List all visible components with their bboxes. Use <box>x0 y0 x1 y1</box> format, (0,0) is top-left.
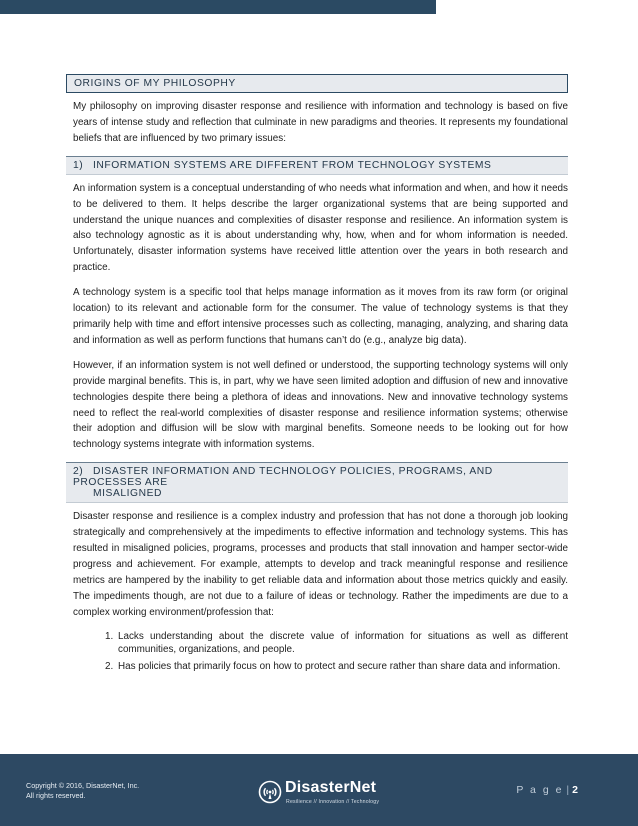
page-label: P a g e <box>516 784 564 796</box>
list-item: 2. Has policies that primarily focus on how to protect and secure rather than share data and information. <box>116 660 568 673</box>
top-accent-bar <box>0 0 436 14</box>
issue2-paragraph: Disaster response and resilience is a complex industry and profession that has not done a thorough job looking strategically and comprehensively at the impediments to effective information and technology systems. This has resulted in misaligned policies, programs, processes and products that stall innovation and hamper sector-wide progress and achievement. For example, attempts to develop and track meaningful response and resilience metrics are hampered by the inability to get reliable data and information about those metrics quickly and easily. The impediments though, are not due to a failure of ideas or technology. Rather the impediments are due to a complex working environment/profession that: <box>73 511 568 618</box>
issue-heading-text: DISASTER INFORMATION AND TECHNOLOGY POLICIES, PROGRAMS, AND PROCESSES ARE <box>73 466 493 489</box>
copyright-notice <box>26 781 139 801</box>
issue-number: 1) <box>73 159 84 171</box>
page-number: 2 <box>572 784 578 796</box>
issue1-paragraph: However, if an information system is not well defined or understood, the supporting technology systems will only provide marginal benefits. This is, in part, why we have seen limited adoption and diffusion of new and innovative technologies despite there being a plethora of ideas and innovations. New and innovative technology systems need to reflect the real-world complexities of disaster response and resilience information systems; otherwise their adoption and diffusion will be slow with marginal benefits. Someone needs to be looking out for how technology systems integrate with information systems. <box>73 359 568 451</box>
page-footer <box>0 754 638 826</box>
broadcast-icon <box>258 780 282 804</box>
page-separator: | <box>566 784 570 796</box>
intro-paragraph: My philosophy on improving disaster response and resilience with information and technology is based on five years of intense study and reflection that culminate in new paradigms and theories. It represents my foundational beliefs that are influenced by two primary issues: <box>73 101 568 144</box>
issue1-paragraph: An information system is a conceptual understanding of who needs what information and when, and how it needs to be delivered to them. It helps describe the larger organizational systems that are being supported and understand the unique nuances and complexities of disaster response and resilience. An information system is also technology agnostic as it is about understanding why, how, when and for whom information is needed. Unfortunately, disaster information systems have received little attention over the years in both research and practice. <box>73 182 568 274</box>
section-heading-issue-1 <box>66 156 568 175</box>
logo-wordmark: DisasterNet <box>285 779 377 796</box>
section-heading-issue-2 <box>66 462 568 503</box>
section-heading-origins <box>66 74 568 93</box>
impediments-list <box>66 630 568 673</box>
section-heading-text: ORIGINS OF MY PHILOSOPHY <box>74 78 236 89</box>
disasternet-logo <box>258 776 398 808</box>
page-number-indicator <box>516 784 578 796</box>
issue-number: 2) <box>73 466 84 478</box>
copyright-line: Copyright © 2016, DisasterNet, Inc. <box>26 781 140 790</box>
issue1-paragraph: A technology system is a specific tool that helps manage information as it moves from its raw form (or original location) to its relevant and actionable form for the consumer. The value of technology systems is that they primarily help with time and effort intensive processes such as collecting, managing, analyzing, and sharing data and information as well as perform functions that humans can’t do (e.g., analyze big data). <box>73 287 568 346</box>
logo-tagline: Resilience // Innovation // Technology <box>286 799 380 805</box>
issue-heading-text: INFORMATION SYSTEMS ARE DIFFERENT FROM TECHNOLOGY SYSTEMS <box>93 159 492 171</box>
issue-heading-text-continued: MISALIGNED <box>93 488 163 500</box>
rights-line: All rights reserved. <box>26 791 86 800</box>
document-body <box>66 74 568 677</box>
list-item: 1. Lacks understanding about the discrete value of information for situations as well as different communities, organizations, and people. <box>116 630 568 656</box>
